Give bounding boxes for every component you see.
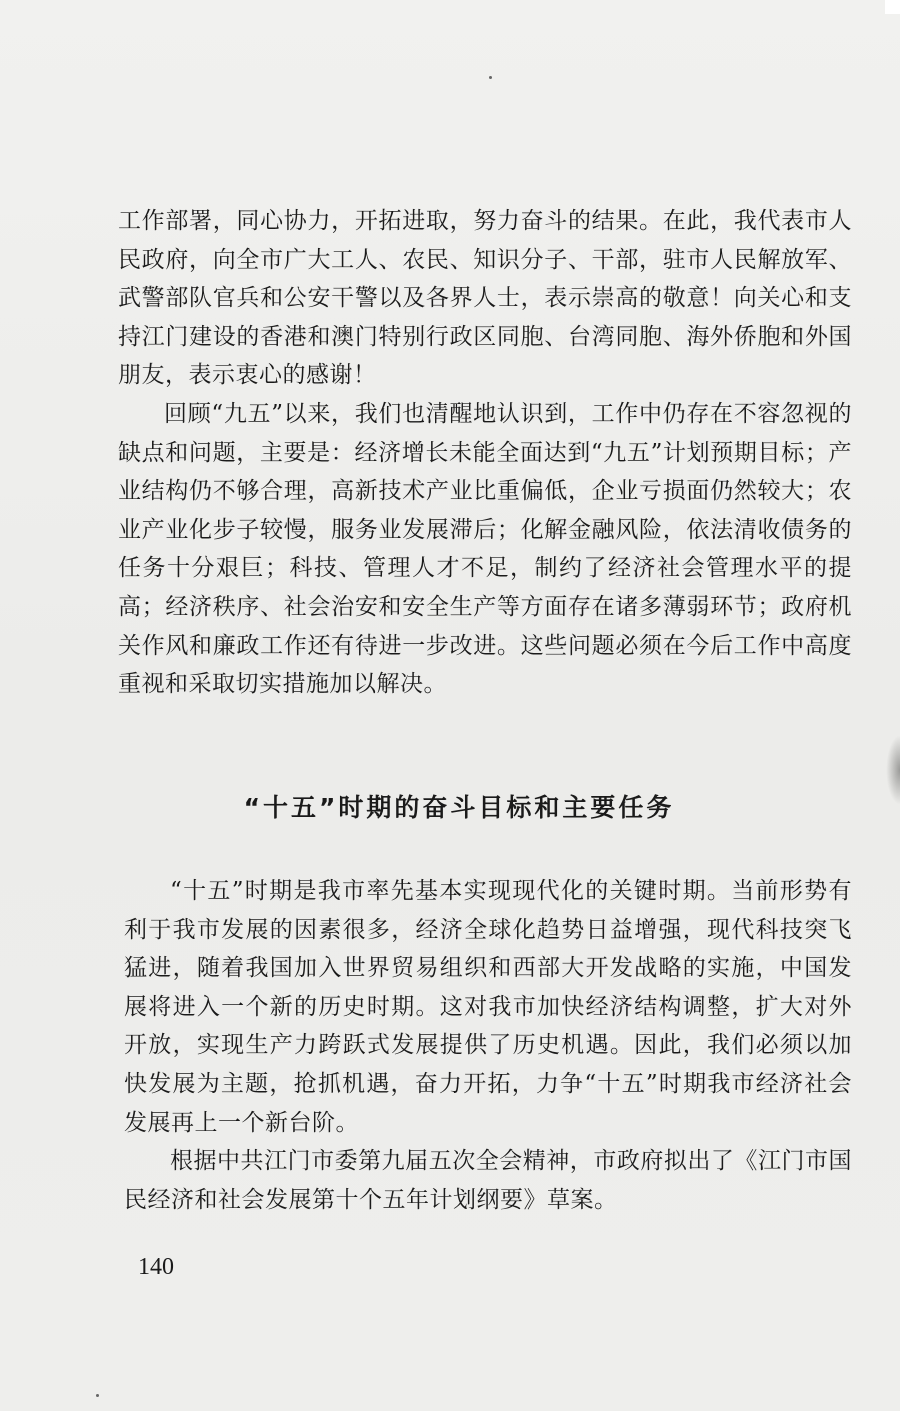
scan-edge-mark [885, 0, 900, 14]
paragraph-draft-outline: 根据中共江门市委第九届五次全会精神，市政府拟出了《江门市国民经济和社会发展第十个五年计划纲要》草案。 [124, 1148, 852, 1213]
paragraph-review: 回顾“九五”以来，我们也清醒地认识到，工作中仍存在不容忽视的缺点和问题，主要是：经济增长未能全面达到“九五”计划预期目标；产业结构仍不够合理，高新技术产业比重偏低，企业亏损面仍然较大；农业产业化步子较慢，服务业发展滞后；化解金融风险，依法清收债务的任务十分艰巨；科技、管理人才不足，制约了经济社会管理水平的提高；经济秩序、社会治安和安全生产等方面存在诸多薄弱环节；政府机关作风和廉政工作还有待进一步改进。这些问题必须在今后工作中高度重视和采取切实措施加以解决。 [118, 400, 852, 698]
body-text-top [118, 202, 852, 704]
paragraph-fifteenth-plan: “十五”时期是我市率先基本实现现代化的关键时期。当前形势有利于我市发展的因素很多，经济全球化趋势日益增强，现代科技突飞猛进，随着我国加入世界贸易组织和西部大开发战略的实施，中国发展将进入一个新的历史时期。这对我市加快经济结构调整，扩大对外开放，实现生产力跨跃式发展提供了历史机遇。因此，我们必须以加快发展为主题，抢抓机遇，奋力开拓，力争“十五”时期我市经济社会发展再上一个新台阶。 [124, 878, 852, 1136]
scan-speck [96, 1394, 99, 1397]
section-heading: “十五”时期的奋斗目标和主要任务 [243, 793, 675, 822]
scan-speck [489, 76, 492, 79]
paragraph-continuation: 工作部署，同心协力，开拓进取，努力奋斗的结果。在此，我代表市人民政府，向全市广大工人、农民、知识分子、干部，驻市人民解放军、武警部队官兵和公安干警以及各界人士，表示崇高的敬意！向关心和支持江门建设的香港和澳门特别行政区同胞、台湾同胞、海外侨胞和外国朋友，表示衷心的感谢！ [118, 208, 852, 389]
page-number: 140 [138, 1254, 174, 1280]
body-text-bottom [124, 872, 852, 1219]
